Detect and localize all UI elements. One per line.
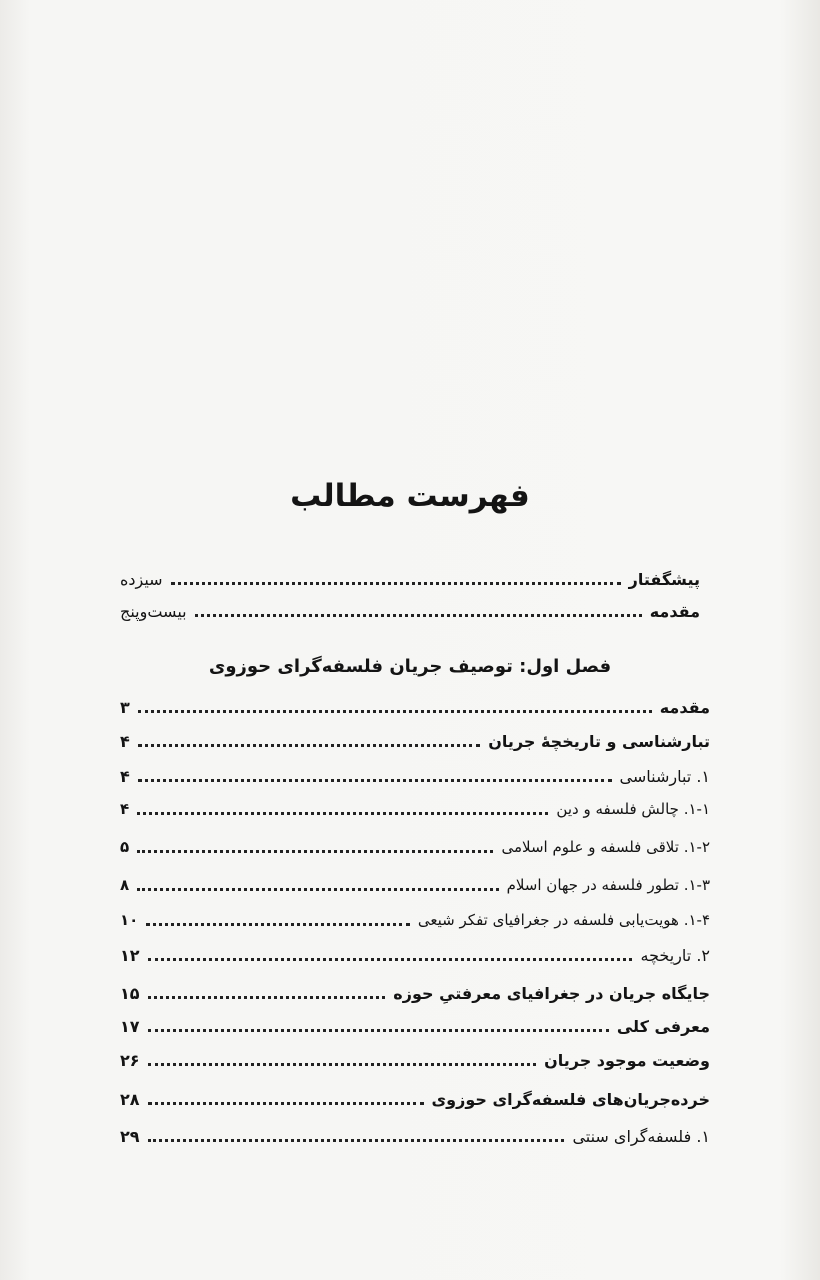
toc-page-number: ۱۲ (120, 945, 140, 965)
toc-page-number: ۴ (120, 800, 130, 818)
toc-page-number: ۱۷ (120, 1016, 140, 1036)
toc-row (120, 1123, 710, 1149)
toc-row-foreword (120, 566, 700, 592)
dot-leader (171, 582, 621, 585)
toc-label: معرفی کلی (616, 1016, 710, 1036)
toc-page-number: ۵ (120, 838, 130, 856)
toc-page-number: ۸ (120, 876, 130, 894)
toc-row (120, 694, 710, 720)
toc-label: وضعیت موجود جریان (544, 1050, 710, 1070)
toc-label: ۱-۱. چالش فلسفه و دین (556, 800, 710, 818)
toc-label: ۱-۴. هویت‌یابی فلسفه در جغرافیای تفکر شیعی (417, 911, 710, 929)
dot-leader (138, 710, 652, 713)
toc-label: خرده‌جریان‌های فلسفه‌گرای حوزوی (431, 1089, 710, 1109)
toc-page-number: بیست‌وپنج (120, 601, 187, 621)
toc-label: مقدمه (659, 697, 710, 717)
toc-row (120, 1013, 710, 1039)
dot-leader (148, 1139, 565, 1142)
toc-page-number: ۴ (120, 731, 130, 751)
toc-page-number: ۲۶ (120, 1050, 140, 1070)
toc-row (120, 763, 710, 789)
toc-label: ۲. تاریخچه (640, 945, 710, 965)
toc-page-number: ۲۹ (120, 1126, 140, 1146)
toc-row (120, 728, 710, 754)
dot-leader (148, 1102, 424, 1105)
dot-leader (138, 744, 480, 747)
toc-row (120, 942, 710, 968)
dot-leader (137, 812, 548, 815)
toc-row-introduction (120, 598, 700, 624)
toc-label: ۱-۲. تلاقی فلسفه و علوم اسلامی (501, 838, 710, 856)
page-title: فهرست مطالب (290, 478, 530, 514)
chapter-heading: فصل اول: توصیف جریان فلسفه‌گرای حوزوی (208, 656, 612, 677)
toc-row (120, 1086, 710, 1112)
dot-leader (137, 888, 498, 891)
toc-label: مقدمه (649, 601, 700, 621)
toc-label: ۱. فلسفه‌گرای سنتی (572, 1126, 710, 1146)
toc-label: جایگاه جریان در جغرافیای معرفتیِ حوزه (393, 983, 710, 1003)
dot-leader (148, 1029, 609, 1032)
toc-row (120, 834, 710, 860)
toc-label: پیشگفتار (628, 569, 700, 589)
dot-leader (148, 996, 386, 999)
toc-row (120, 907, 710, 933)
dot-leader (138, 779, 612, 782)
toc-label: تبارشناسی و تاریخچهٔ جریان (488, 731, 710, 751)
toc-label: ۱. تبارشناسی (619, 766, 710, 786)
toc-page-number: ۴ (120, 766, 130, 786)
dot-leader (195, 614, 642, 617)
toc-page-number: ۱۰ (120, 911, 139, 929)
toc-page-number: سیزده (120, 569, 163, 589)
dot-leader (146, 923, 410, 926)
toc-row (120, 796, 710, 822)
toc-row (120, 1047, 710, 1073)
toc-row (120, 872, 710, 898)
toc-page-number: ۳ (120, 697, 130, 717)
dot-leader (148, 958, 633, 961)
toc-page-number: ۲۸ (120, 1089, 140, 1109)
dot-leader (137, 850, 493, 853)
toc-row (120, 980, 710, 1006)
toc-label: ۱-۳. تطور فلسفه در جهان اسلام (506, 876, 710, 894)
dot-leader (148, 1063, 537, 1066)
toc-page-number: ۱۵ (120, 983, 140, 1003)
